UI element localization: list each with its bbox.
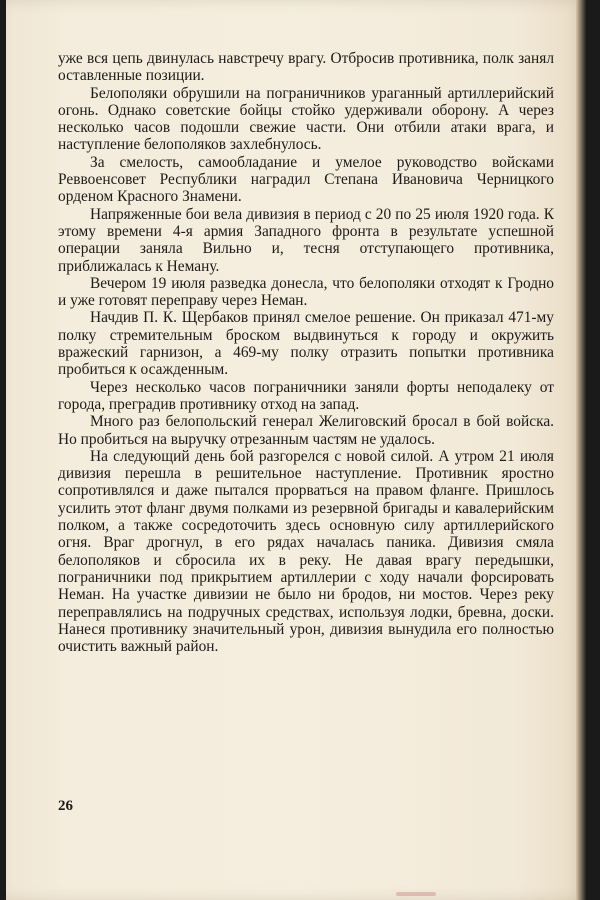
paragraph-5: Вечером 19 июля разведка донесла, что белополяки отходят к Гродно и уже готовят переправу через Неман.	[58, 274, 554, 310]
page-number: 26	[58, 798, 73, 814]
paragraph-3: За смелость, самообладание и умелое руководство войсками Реввоенсовет Республики наградил Степана Ивановича Черницкого орденом Красного Знамени.	[58, 153, 554, 206]
paper-stain	[396, 892, 436, 896]
paragraph-2: Белополяки обрушили на пограничников ураганный артиллерийский огонь. Однако советские бойцы стойко удерживали оборону. А через несколько часов подошли свежие части. Они отбили атаки врага, и наступление белополяков захлебнулось.	[58, 84, 554, 154]
paragraph-8: Много раз белопольский генерал Желиговский бросал в бой войска. Но пробиться на выручку отрезанным частям не удалось.	[58, 413, 554, 448]
paragraph-1: уже вся цепь двинулась навстречу врагу. Отбросив противника, полк занял оставленные позиции.	[58, 50, 554, 85]
book-spine-shadow	[576, 0, 586, 900]
paragraph-7: Через несколько часов пограничники заняли форты неподалеку от города, преградив противнику отход на запад.	[58, 378, 554, 413]
paragraph-6: Начдив П. К. Щербаков принял смелое решение. Он приказал 471-му полку стремительным броском выдвинуться к городу и окружить вражеский гарнизон, а 469-му полку отразить попытки противника пробиться к осажденным.	[58, 309, 554, 379]
paragraph-4: Напряженные бои вела дивизия в период с 20 по 25 июля 1920 года. К этому времени 4-я армия Западного фронта в результате успешной операции заняла Вильно и, тесня отступающего противника, приближалась к Неману.	[58, 205, 554, 275]
body-text	[58, 50, 554, 655]
paragraph-9: На следующий день бой разгорелся с новой силой. А утром 21 июля дивизия перешла в решительное наступление. Противник яростно сопротивлялся и даже пытался прорваться на правом фланге. Пришлось усилить этот фланг двумя полками из резервной бригады и кавалерийским полком, а также сосредоточить здесь основную силу артиллерийского огня. Враг дрогнул, в его рядах началась паника. Дивизия смяла белополяков и сбросила их в реку. Не давая врагу передышки, пограничники под прикрытием артиллерии с ходу начали форсировать Неман. На участке дивизии не было ни бродов, ни мостов. Через реку переправлялись на подручных средствах, используя лодки, бревна, доски. Нанеся противнику значительный урон, дивизия вынудила его полностью очистить важный район.	[58, 447, 554, 656]
book-page	[6, 0, 586, 900]
